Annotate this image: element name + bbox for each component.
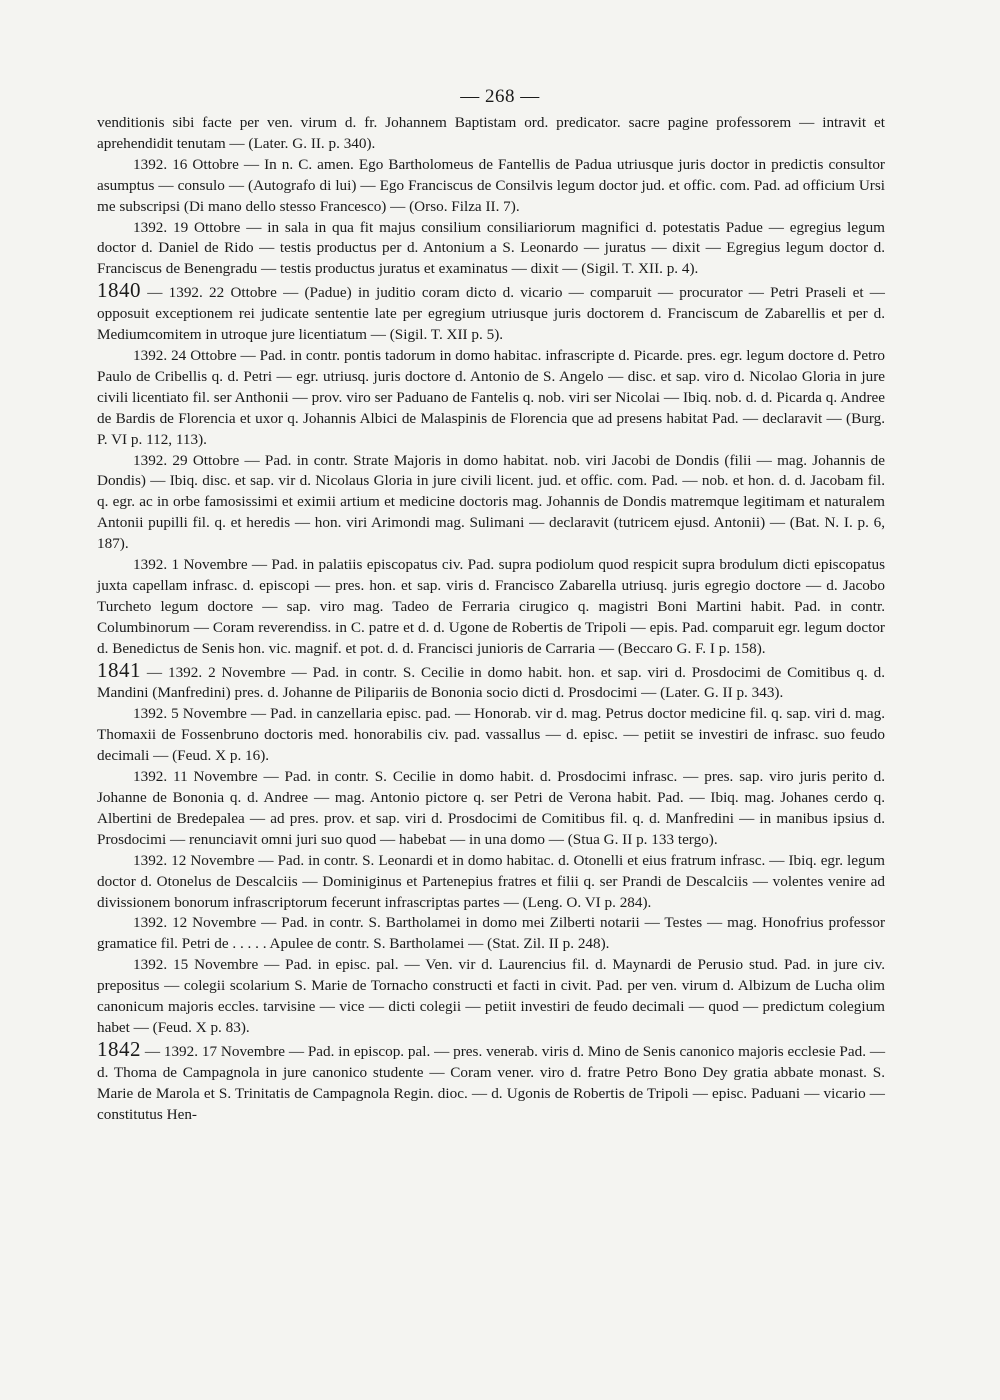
numbered-paragraph <box>97 657 885 705</box>
paragraph-text: 1392. 12 Novembre — Pad. in contr. S. Leonardi et in domo habitac. d. Otonelli et eius fratrum infrasc. — Ibiq. egr. legum doctor d. Otonelus de Descalciis — Dominiginus et Partenepius fratres et filii q. ser Prandi de Descalciis — volentes venire ad divissionem bonorum infrascriptorum fecerunt infrascriptas partes — (Leng. O. VI p. 284). <box>97 851 885 911</box>
numbered-paragraph <box>97 280 885 346</box>
paragraph <box>97 955 885 1039</box>
paragraph-text: 1392. 16 Ottobre — In n. C. amen. Ego Bartholomeus de Fantellis de Padua utriusque juris doctor in predictis consultor asumptus — consulo — (Autografo di lui) — Ego Franciscus de Consilvis legum doctor jud. et offic. com. Pad. ad officium Ursi me subscripsi (Di mano dello stesso Francesco) — (Orso. Filza II. 7). <box>97 155 885 215</box>
document-body <box>97 113 885 1126</box>
paragraph-text: 1392. 24 Ottobre — Pad. in contr. pontis tadorum in domo habitac. infrascripte d. Picarde. pres. egr. legum doctore d. Petro Paulo de Cribellis q. d. Petri — egr. utriusq. juris doctore d. Antonio de S. Angelo — disc. et sap. viro d. Nicolao Gloria in jure civili licentiato fil. ser Anthonii — prov. viro ser Paduano de Fantelis q. nob. viri ser Nicolai — Ibiq. nob. d. d. Picarda q. Andree de Bardis de Florencia et uxor q. Johannis Albici de Malaspinis de Florencia que ad presens habitat Pad. — declaravit — (Burg. P. VI p. 112, 113). <box>97 346 885 448</box>
paragraph <box>97 913 885 955</box>
paragraph <box>97 218 885 281</box>
paragraph-text: — 1392. 2 Novembre — Pad. in contr. S. Cecilie in domo habit. hon. et sap. viri d. Prosdocimi de Comitibus q. d. Mandini (Manfredini) pres. d. Johanne de Pilipariis de Bononia socio dicti d. Prosdocimi — (Later. G. II p. 343). <box>97 663 885 702</box>
paragraph <box>97 555 885 660</box>
paragraph <box>97 155 885 218</box>
document-number: 1842 <box>97 1036 141 1061</box>
paragraph <box>97 113 885 155</box>
document-number: 1841 <box>97 657 141 682</box>
paragraph-text: venditionis sibi facte per ven. virum d. fr. Johannem Baptistam ord. predicator. sacre pagine professorem — intravit et aprehendidit tenutam — (Later. G. II. p. 340). <box>97 114 885 152</box>
paragraph <box>97 851 885 914</box>
paragraph-text: 1392. 1 Novembre — Pad. in palatiis episcopatus civ. Pad. supra podiolum quod respicit supra brodulum dicti episcopatus juxta capellam infrasc. d. episcopi — pres. hon. et sap. viris d. Francisco Zabarella utriusq. juris egregio doctore — d. Jacobo Turcheto legum doctore — sap. viro mag. Tadeo de Ferraria cirugico q. magistri Boni Martini habit. Pad. in contr. Columbinorum — Coram reverendiss. in C. patre et d. d. Ugone de Robertis de Tripoli — epis. Pad. comparuit egr. legum doctor d. Benedictus de Senis hon. vic. magnif. et pot. d. d. Francisci junioris de Carraria — (Beccaro G. F. I p. 158). <box>97 556 885 657</box>
paragraph-text: 1392. 5 Novembre — Pad. in canzellaria episc. pad. — Honorab. vir d. mag. Petrus doctor medicine fil. q. sap. viri d. mag. Thomaxii de Fossenbruno doctoris med. honorabilis civ. pad. vassallus — d. episc. — petiit se investiri de infrasc. suo feudo decimali — (Feud. X p. 16). <box>97 705 885 765</box>
paragraph <box>97 451 885 556</box>
paragraph-text: — 1392. 17 Novembre — Pad. in episcop. pal. — pres. venerab. viris d. Mino de Senis canonico majoris ecclesie Pad. — d. Thoma de Campagnola in jure canonico studente — Coram vener. viro d. fratre Petro Bono Dey gratia abbate monast. S. Marie de Marola et S. Trinitatis de Campagnola Regin. dioc. — d. Ugonis de Robertis de Tripoli — episc. Paduani — vicario — constitutus Hen- <box>97 1042 886 1123</box>
paragraph <box>97 346 885 451</box>
numbered-paragraph <box>97 1036 886 1126</box>
paragraph-text: — 1392. 22 Ottobre — (Padue) in juditio coram dicto d. vicario — comparuit — procurator — Petri Praseli et — opposuit exceptionem rei judicate sententie late per egregium utriusque juris doctorem d. Franciscum de Zabarellis et per d. Mediumcomitem in utroque jure licentiatum — (Sigil. T. XII p. 5). <box>97 284 885 344</box>
document-number: 1840 <box>97 278 141 303</box>
paragraph-text: 1392. 15 Novembre — Pad. in episc. pal. — Ven. vir d. Laurencius fil. d. Maynardi de Perusio stud. Pad. in jure civ. prepositus — colegii scolarium S. Marie de Tornacho constructi et facti in civit. Pad. per ven. virum d. Albizum de Lucha olim canonicum majoris eccles. tarvisine — vice — dicti colegii — petiit investiri de feudo decimali — quod — predictum colegium habet — (Feud. X p. 83). <box>97 956 885 1036</box>
paragraph-text: 1392. 11 Novembre — Pad. in contr. S. Cecilie in domo habit. d. Prosdocimi infrasc. — pres. sap. viro juris perito d. Johanne de Bononia q. d. Andree — mag. Antonio pictore q. ser Petri de Verona habit. Pad. — Ibiq. mag. Johanes cerdo q. Albertini de Bredepalea — ad pres. prov. et sap. viri d. Prosdocimi de Comitibus fil. q. d. Manfredini — in manibus ipsius d. Prosdocimi — renunciavit omni juri suo quod — habebat — in una domo — (Stua G. II p. 133 tergo). <box>97 768 885 848</box>
paragraph-text: 1392. 12 Novembre — Pad. in contr. S. Bartholamei in domo mei Zilberti notarii — Testes — mag. Honofrius professor gramatice fil. Petri de . . . . . Apulee de contr. S. Bartholamei — (Stat. Zil. II p. 248). <box>97 914 885 953</box>
paragraph-text: 1392. 19 Ottobre — in sala in qua fit majus consilium consiliariorum magnifici d. potestatis Padue — egregius legum doctor d. Daniel de Rido — testis productus per d. Antonium a S. Leonardo — juratus — dixit — Egregius legum doctor d. Franciscus de Benengradu — testis productus juratus et examinatus — dixit — (Sigil. T. XII. p. 4). <box>97 218 885 278</box>
page-number: — 268 — <box>460 86 540 107</box>
paragraph <box>97 767 885 851</box>
paragraph <box>97 704 885 767</box>
paragraph-text: 1392. 29 Ottobre — Pad. in contr. Strate Majoris in domo habitat. nob. viri Jacobi de Dondis (filii — mag. Johannis de Dondis) — Ibiq. disc. et sap. vir d. Nicolaus Gloria in jure civili licent. jud. et offic. com. Pad. — nob. et hon. d. d. Jacobam fil. q. egr. ac in orbe famosissimi et eximii artium et medicine doctoris mag. Johannis de Dondis matremque legitimam et naturalem Antonii pupilli fil. q. et heredis — hon. viri Arimondi mag. Sulimani — declaravit (tutricem ejusd. Antonii) — (Bat. N. I. p. 6, 187). <box>97 451 885 553</box>
